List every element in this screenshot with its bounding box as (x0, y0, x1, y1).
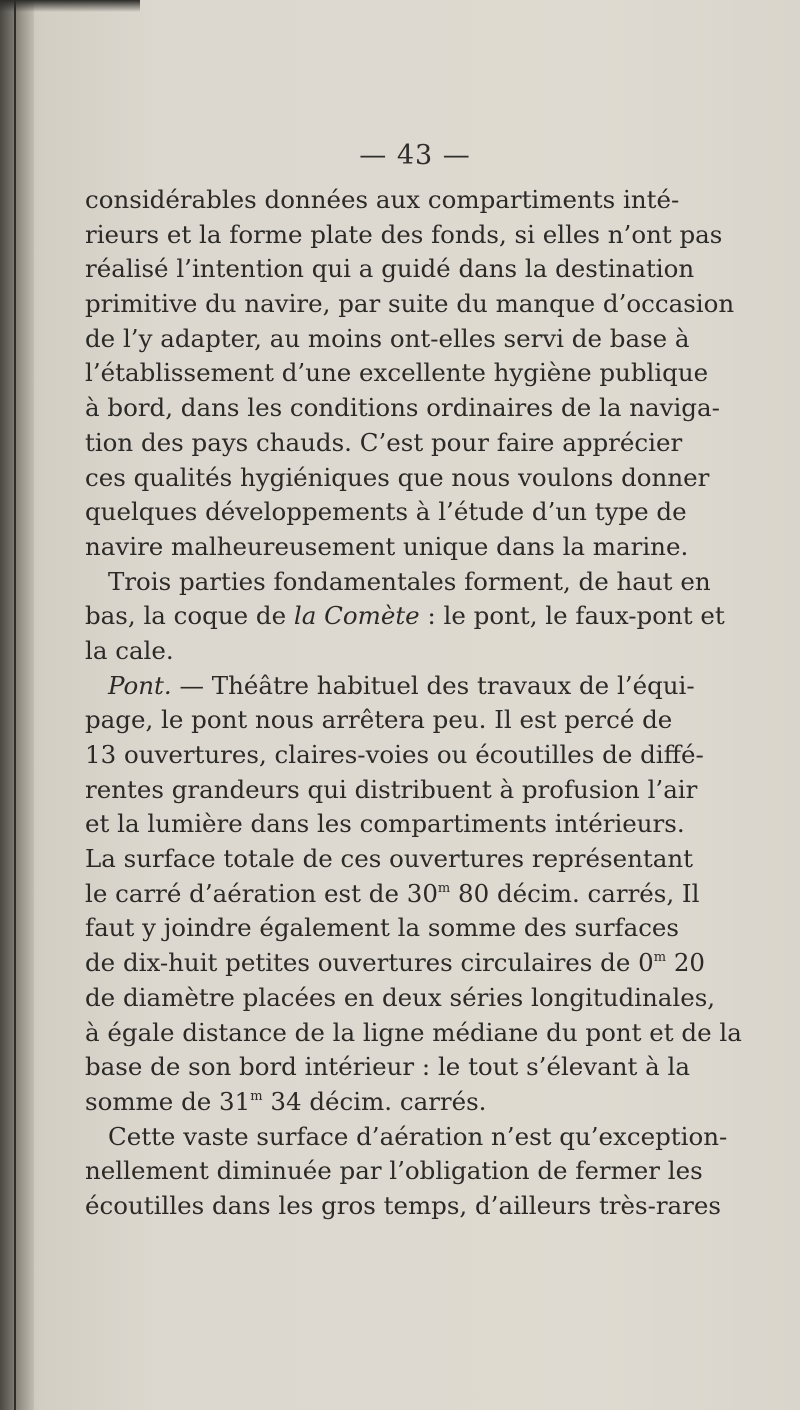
unit-superscript: m (437, 880, 451, 896)
text-line: navire malheureusement unique dans la marine. (85, 531, 689, 561)
text-line: et la lumière dans les compartiments intérieurs. (85, 809, 685, 839)
text-line: de l’y adapter, au moins ont-elles servi de base à (85, 323, 690, 353)
unit-superscript: m (250, 1088, 263, 1104)
text-line: nellement diminuée par l’obligation de fermer les (85, 1156, 703, 1186)
text-run: 20 (666, 948, 706, 978)
text-line: l’établissement d’une excellente hygiène publique (85, 358, 709, 388)
binding-line (14, 0, 16, 1410)
text-run: bas, la coque de (85, 601, 294, 631)
text-line: à égale distance de la ligne médiane du pont et de la (85, 1017, 742, 1047)
text-line: écoutilles dans les gros temps, d’ailleurs très-rares (85, 1190, 721, 1220)
text-line: la cale. (85, 635, 174, 665)
text-line (85, 877, 700, 912)
text-run: — Théâtre habituel des travaux de l’équi- (171, 670, 695, 700)
text-line: quelques développements à l’étude d’un type de (85, 497, 687, 527)
text-line (85, 669, 695, 704)
text-line: Cette vaste surface d’aération n’est qu’exception- (108, 1121, 728, 1151)
page-number: — 43 — (359, 140, 471, 171)
book-gutter (0, 0, 34, 1410)
text-run: : le pont, le faux-pont et (419, 601, 725, 631)
section-heading: Pont. (108, 670, 172, 700)
text-line: tion des pays chauds. C’est pour faire apprécier (85, 427, 683, 457)
text-line: de diamètre placées en deux séries longitudinales, (85, 982, 716, 1012)
text-line: ces qualités hygiéniques que nous voulons donner (85, 462, 710, 492)
text-line: 13 ouvertures, claires-voies ou écoutilles de diffé- (85, 740, 704, 769)
text-run: le carré d’aération est de 30 (85, 878, 438, 908)
text-line: page, le pont nous arrêtera peu. Il est percé de (85, 705, 673, 735)
ship-name: la Comète (293, 601, 420, 631)
text-line: Trois parties fondamentales forment, de haut en (108, 566, 711, 596)
text-line: La surface totale de ces ouvertures représentant (85, 844, 693, 874)
text-line: faut y joindre également la somme des surfaces (85, 913, 680, 943)
text-line: rentes grandeurs qui distribuent à profusion l’air (85, 774, 698, 804)
text-line (85, 1085, 671, 1120)
text-run: 80 décim. carrés, Il (450, 878, 700, 908)
text-run: somme de 31 (85, 1086, 251, 1116)
body-text (85, 183, 742, 1224)
unit-superscript: m (653, 950, 667, 966)
text-line: rieurs et la forme plate des fonds, si elles n’ont pas (85, 219, 723, 249)
text-line (85, 599, 725, 634)
text-line: base de son bord intérieur : le tout s’élevant à la (85, 1052, 690, 1082)
text-run: 34 décim. carrés. (262, 1086, 487, 1116)
top-shadow (0, 0, 140, 12)
text-line: considérables données aux compartiments inté- (85, 185, 680, 214)
text-line: à bord, dans les conditions ordinaires de la naviga- (85, 393, 720, 423)
text-run: de dix-huit petites ouvertures circulaires de 0 (85, 948, 654, 978)
text-line: réalisé l’intention qui a guidé dans la destination (85, 254, 695, 284)
text-line: primitive du navire, par suite du manque d’occasion (85, 289, 735, 319)
text-line (85, 946, 706, 981)
